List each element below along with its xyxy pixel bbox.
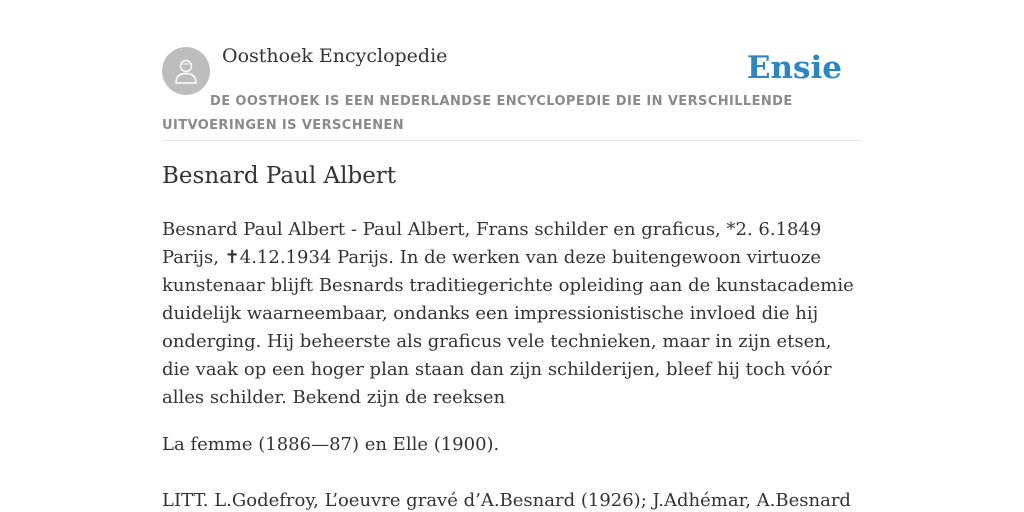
publication-name[interactable]: Oosthoek Encyclopedie <box>222 45 448 67</box>
article-body <box>162 216 862 412</box>
article-works: La femme (1886—87) en Elle (1900). <box>162 434 500 455</box>
page <box>162 0 862 511</box>
publication-tagline: DE OOSTHOEK IS EEN NEDERLANDSE ENCYCLOPEDIE DIE IN VERSCHILLENDE UITVOERINGEN IS VERSCHENEN <box>162 94 793 133</box>
article-paragraph: Besnard Paul Albert - Paul Albert, Frans schilder en graficus, *2. 6.1849 Parijs, ✝4.12.1934 Parijs. In de werken van deze buitengewoon virtuoze kunstenaar blijft Besnards traditiegerichte opleiding aan de kunstacademie duidelijk waarneembaar, ondanks een impressionistische invloed die hij onderging. Hij beheerste als graficus vele technieken, maar in zijn etsen, die vaak op een hoger plan staan dan zijn schilderijen, bleef hij toch vóór alles schilder. Bekend zijn de reeksen <box>162 219 854 408</box>
article-title: Besnard Paul Albert <box>162 163 397 189</box>
user-avatar-icon[interactable] <box>162 47 210 95</box>
person-outline-icon <box>171 56 201 86</box>
header <box>162 0 862 141</box>
brand-logo[interactable]: Ensie <box>746 50 842 86</box>
article-literature: LITT. L.Godefroy, L’oeuvre gravé d’A.Besnard (1926); J.Adhémar, A.Besnard <box>162 490 851 511</box>
